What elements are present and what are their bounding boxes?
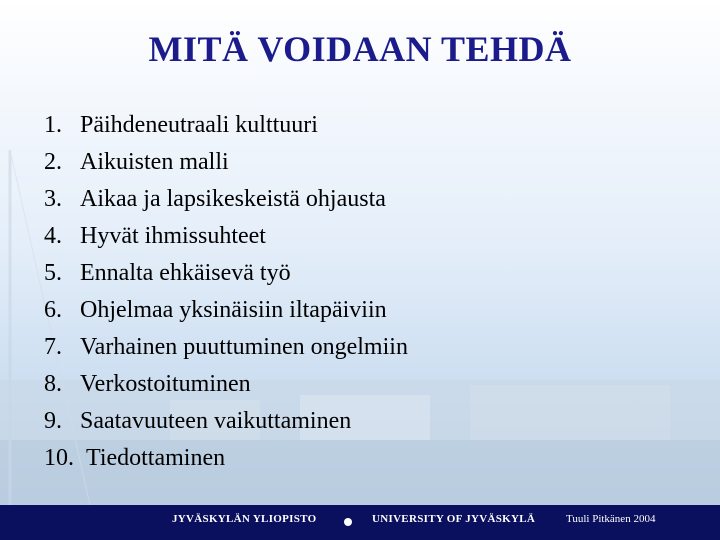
list-item: [44, 403, 408, 440]
action-list: [44, 107, 408, 477]
item-number: 10.: [44, 445, 74, 471]
item-text: Päihdeneutraali kulttuuri: [80, 112, 318, 138]
list-item: [44, 144, 408, 181]
list-item: [44, 181, 408, 218]
item-number: 8.: [44, 371, 62, 397]
list-item: [44, 440, 408, 477]
item-text: Saatavuuteen vaikuttaminen: [80, 408, 352, 434]
item-number: 6.: [44, 297, 62, 323]
item-text: Varhainen puuttuminen ongelmiin: [80, 334, 408, 360]
item-number: 1.: [44, 112, 62, 138]
item-text: Hyvät ihmissuhteet: [80, 223, 266, 249]
item-text: Ennalta ehkäisevä työ: [80, 260, 291, 286]
footer-bar: [0, 505, 720, 540]
list-item: [44, 107, 408, 144]
item-text: Aikaa ja lapsikeskeistä ohjausta: [80, 186, 386, 212]
bullet-dot-icon: [344, 518, 352, 526]
item-number: 3.: [44, 186, 62, 212]
item-number: 4.: [44, 223, 62, 249]
slide-title: MITÄ VOIDAAN TEHDÄ: [148, 29, 572, 69]
list-item: [44, 329, 408, 366]
item-number: 2.: [44, 149, 62, 175]
item-text: Aikuisten malli: [80, 149, 229, 175]
item-text: Tiedottaminen: [86, 445, 226, 471]
list-item: [44, 366, 408, 403]
item-number: 7.: [44, 334, 62, 360]
university-name-en: UNIVERSITY OF JYVÄSKYLÄ: [372, 513, 536, 525]
author-credit: Tuuli Pitkänen 2004: [566, 513, 656, 525]
university-name-fi: JYVÄSKYLÄN YLIOPISTO: [172, 513, 317, 525]
item-number: 5.: [44, 260, 62, 286]
list-item: [44, 218, 408, 255]
item-text: Verkostoituminen: [80, 371, 251, 397]
list-item: [44, 292, 408, 329]
list-item: [44, 255, 408, 292]
item-number: 9.: [44, 408, 62, 434]
item-text: Ohjelmaa yksinäisiin iltapäiviin: [80, 297, 387, 323]
